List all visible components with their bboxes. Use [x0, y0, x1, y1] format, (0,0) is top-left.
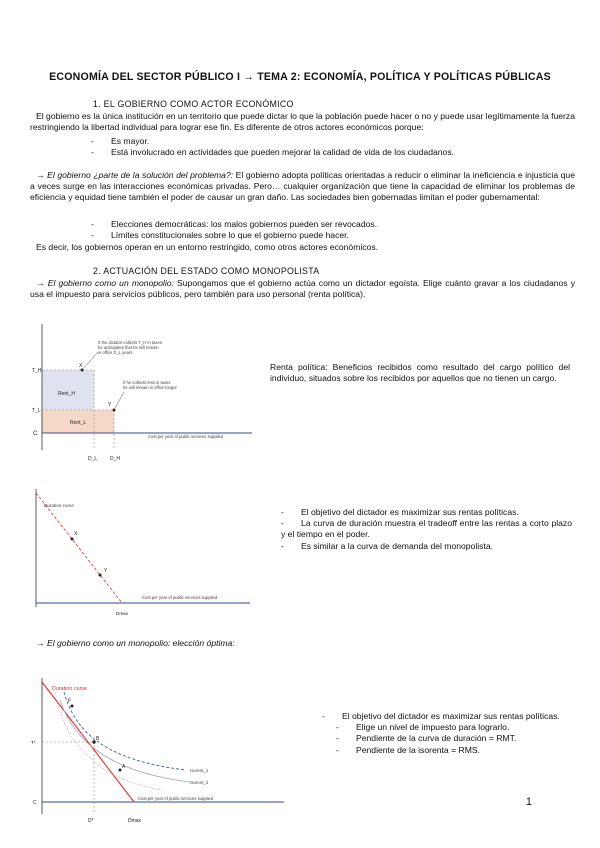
cost-label: Cost per year of public services supplied	[142, 595, 218, 600]
rent-high-area	[42, 370, 94, 410]
figure-duration-curve	[30, 487, 255, 622]
isorent-3-curve	[58, 706, 162, 790]
isorent-1-curve	[64, 692, 186, 770]
cost-label: Cost per year of public services supplied	[138, 796, 214, 801]
label-y: Y	[108, 402, 112, 408]
label-dmax: Dmax	[116, 611, 128, 616]
label-th: T_H	[32, 368, 42, 374]
figure-political-rent	[30, 322, 260, 464]
bullet-item: - Es mayor.	[91, 136, 150, 146]
list-block-2: - El objetivo del dictador es maximizar sus rentas políticas. - La curva de duración muestra el tradeoff entre las rentas a corto plazo y el tiempo en el poder. - Es similar a la curva de demanda del monopolista.	[281, 507, 572, 551]
duration-curve	[36, 493, 122, 603]
section2-lead: → El gobierno como un monopolio: Supongamos que el gobierno actúa como un dictador egoísta. Elige cuánto gravar a los ciudadanos y usa el impuesto para servicios públicos, pero también para uso personal (renta política).	[30, 278, 575, 300]
label-x: X	[74, 531, 78, 537]
callout-line	[114, 392, 124, 410]
label-rent-h: Rent_H	[58, 391, 75, 397]
point-f	[71, 705, 74, 708]
note-2a: If he collects less in taxes	[123, 380, 171, 385]
section2-lead2: → El gobierno como un monopolio: elección óptima:	[36, 638, 235, 648]
label-y: Y	[104, 568, 108, 574]
rent-low-area-b	[94, 410, 114, 433]
label-x: X	[79, 363, 83, 369]
label-dstar: D*	[88, 818, 94, 824]
note-1b: he anticipates that he will remain	[98, 345, 159, 350]
label-isorent-2: Isorent_2	[190, 780, 209, 785]
section1-closing: Es decir, los gobiernos operan en un entorno restringido, como otros actores económicos.	[36, 242, 379, 252]
label-dh: D_H	[110, 456, 121, 462]
section2-heading: 2. ACTUACIÓN DEL ESTADO COMO MONOPOLISTA	[93, 266, 320, 276]
point-x	[71, 538, 74, 541]
label-f: F	[68, 698, 72, 704]
label-c: C	[33, 431, 38, 437]
point-y	[99, 574, 102, 577]
label-tl: T_L	[32, 408, 41, 414]
curve-label: Duration curve	[44, 503, 74, 508]
note-1c: in office D_L years	[98, 350, 133, 355]
label-dmax: Dmax	[128, 818, 142, 824]
rent-low-area-a	[42, 410, 94, 433]
note-1a: If the dictator collects T_H in taxes	[98, 340, 162, 345]
page-title: ECONOMÍA DEL SECTOR PÚBLICO I → TEMA 2: ECONOMÍA, POLÍTICA Y POLÍTICAS PÚBLICAS	[49, 71, 551, 83]
bullet-item: - Límites constitucionales sobre lo que el gobierno puede hacer.	[91, 230, 349, 240]
callout-line	[82, 352, 98, 370]
section1-heading: 1. EL GOBIERNO COMO ACTOR ECONÓMICO	[93, 99, 294, 109]
label-dl: D_L	[88, 456, 98, 462]
renta-politica-text: Renta política: Beneficios recibidos como resultado del cargo político del individuo, situados sobre los recibidos por aquellos que no tienen un cargo.	[270, 362, 571, 384]
label-rent-l: Rent_L	[70, 420, 87, 426]
label-b: B	[96, 736, 100, 742]
cost-label: Cost per year of public services supplied	[148, 434, 224, 439]
bullet-item: - Elecciones democráticas: los malos gobiernos pueden ser revocados.	[91, 219, 378, 229]
note-2b: he will remain in office longer	[123, 385, 177, 390]
list-block-3: - El objetivo del dictador es maximizar sus rentas políticas. - Elige un nivel de impuesto para lograrlo. - Pendiente de la curva de duración = RMT. - Pendiente de la isorenta = RMS.	[322, 711, 560, 755]
label-isorent-1: Isorent_1	[190, 768, 209, 773]
label-tstar: T*	[31, 740, 36, 745]
section1-intro: El gobierno es la única institución en un territorio que puede dictar lo que la población puede hacer o no y puede usar legítimamente la fuerza restringiendo la libertad individual para lograr ese fin. Es diferente de otros actores económicos porque:	[30, 111, 575, 133]
question-paragraph: → El gobierno ¿parte de la solución del problema?: El gobierno adopta políticas orientadas a reducir o eliminar la ineficiencia e injusticia que a veces surge en las interacciones económicas privadas. Pero… cualquier organización que tiene la capacidad de eliminar los problemas de eficiencia y equidad tiene también el poder de causar un gran daño. Las sociedades bien gobernadas limitan el poder gubernamental:	[30, 170, 575, 203]
page-number: 1	[525, 796, 532, 808]
curve-label: Duration curve	[52, 686, 88, 692]
figure-optimal-choice	[30, 676, 290, 826]
label-a: A	[122, 764, 126, 770]
label-c: C	[33, 800, 37, 806]
bullet-item: - Está involucrado en actividades que pueden mejorar la calidad de vida de los ciudadanos.	[91, 147, 455, 157]
